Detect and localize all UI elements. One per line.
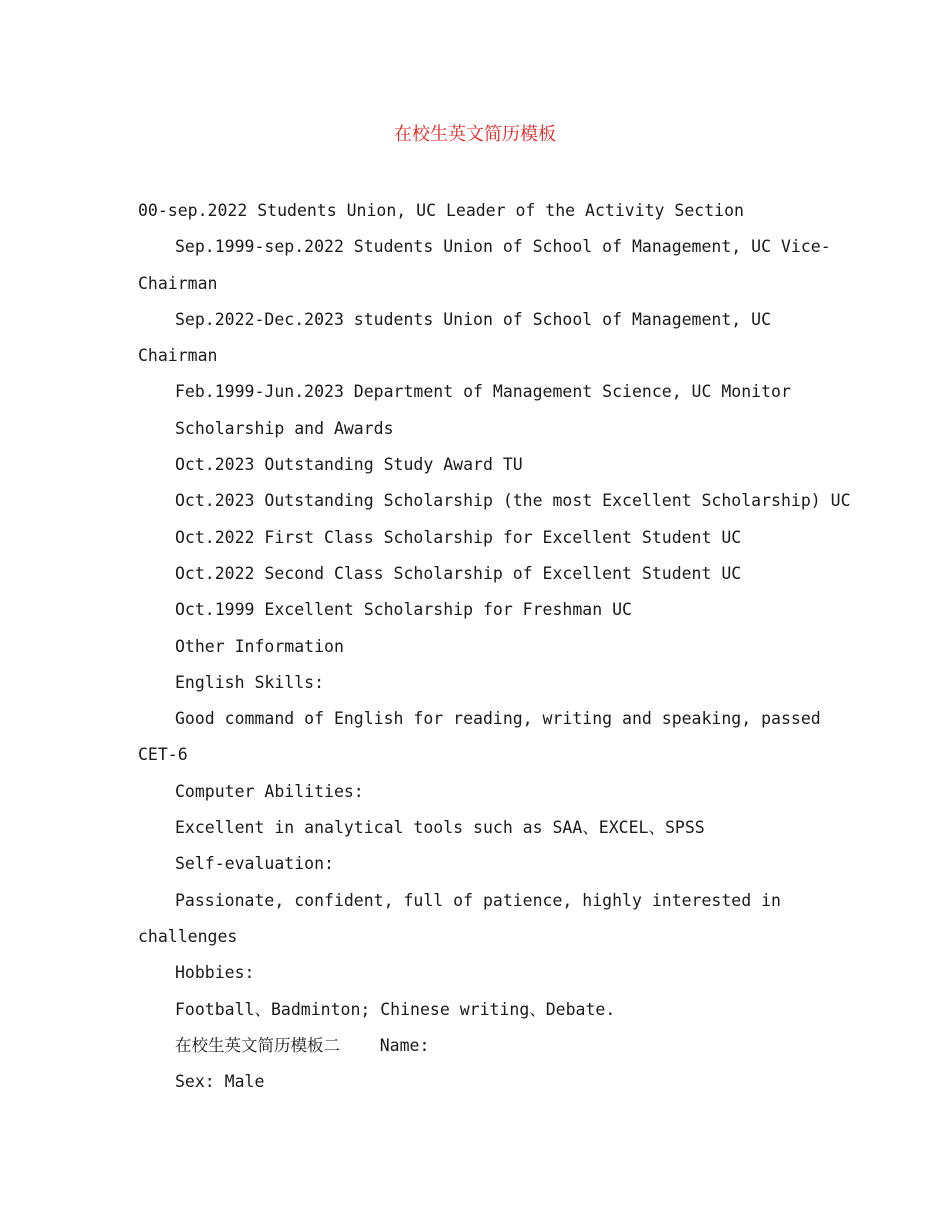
text-line: Oct.2022 First Class Scholarship for Excellent Student UC bbox=[175, 527, 742, 547]
text-line: Oct.2023 Outstanding Scholarship (the most Excellent Scholarship) UC bbox=[175, 491, 851, 511]
text-line: Oct.2022 Second Class Scholarship of Excellent Student UC bbox=[175, 563, 742, 583]
text-line: English Skills: bbox=[175, 672, 325, 692]
text-line: Chairman bbox=[138, 346, 218, 366]
text-line: Other Information bbox=[175, 636, 344, 656]
text-line: 在校生英文简历模板二 Name: bbox=[175, 1035, 430, 1055]
text-line: Self-evaluation: bbox=[175, 854, 334, 874]
document-body bbox=[138, 193, 851, 1100]
text-line: Sep.2022-Dec.2023 students Union of School of Management, UC bbox=[175, 309, 772, 329]
text-line: Excellent in analytical tools such as SAA、EXCEL、SPSS bbox=[175, 818, 705, 838]
text-line: Computer Abilities: bbox=[175, 781, 364, 801]
text-line: Feb.1999-Jun.2023 Department of Management Science, UC Monitor bbox=[175, 382, 791, 402]
text-line: Football、Badminton; Chinese writing、Debate. bbox=[175, 999, 616, 1019]
text-line: Good command of English for reading, writing and speaking, passed bbox=[175, 709, 821, 729]
text-line: Sep.1999-sep.2022 Students Union of School of Management, UC Vice- bbox=[175, 237, 831, 257]
text-line: Oct.1999 Excellent Scholarship for Freshman UC bbox=[175, 600, 632, 620]
text-line: 00-sep.2022 Students Union, UC Leader of the Activity Section bbox=[138, 201, 744, 220]
text-line: Sex: Male bbox=[175, 1072, 265, 1092]
text-line: challenges bbox=[138, 926, 238, 946]
document-title: 在校生英文简历模板 bbox=[394, 124, 556, 145]
text-line: CET-6 bbox=[138, 745, 188, 765]
text-line: Hobbies: bbox=[175, 963, 255, 983]
text-line: Scholarship and Awards bbox=[175, 418, 394, 438]
text-line: Chairman bbox=[138, 273, 218, 293]
text-line: Oct.2023 Outstanding Study Award TU bbox=[175, 455, 523, 475]
text-line: Passionate, confident, full of patience, highly interested in bbox=[175, 890, 781, 910]
